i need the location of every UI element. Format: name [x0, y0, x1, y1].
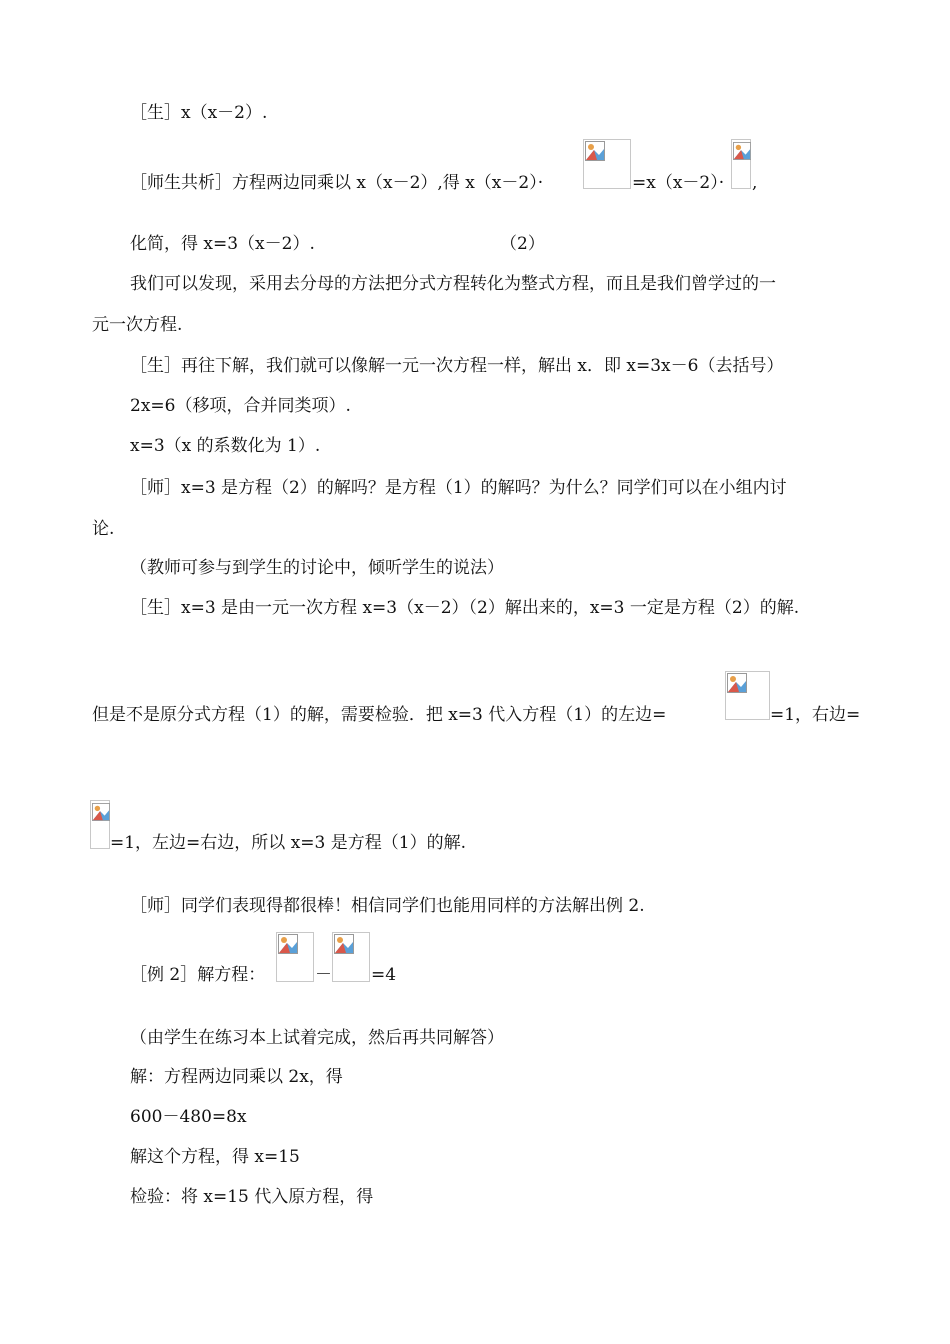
verification-text: =1，右边= — [770, 705, 861, 725]
dialogue-student-2: ［生］再往下解，我们就可以像解一元一次方程一样，解出 x．即 x=3x－6（去括号） — [130, 356, 784, 376]
teacher-note: （教师可参与到学生的讨论中，倾听学生的说法） — [130, 558, 504, 578]
formula-image — [332, 932, 370, 982]
example-2-label: ［例 2］解方程： — [130, 965, 266, 985]
paragraph-text: 元一次方程. — [92, 315, 183, 335]
dialogue-student-1: ［生］x（x－2）. — [130, 103, 268, 123]
dialogue-teacher-2: ［师］同学们表现得都很棒！相信同学们也能用同样的方法解出例 2. — [130, 896, 645, 916]
formula-image — [276, 932, 314, 982]
verification-text: 但是不是原分式方程（1）的解，需要检验．把 x=3 代入方程（1）的左边= — [92, 705, 667, 725]
equals-four: =4 — [371, 965, 397, 985]
solution-line: 检验：将 x=15 代入原方程，得 — [130, 1187, 374, 1207]
teacher-student-analysis: ［师生共析］方程两边同乘以 x（x－2）,得 x（x－2）· — [130, 173, 544, 193]
equation-number: （2） — [500, 234, 545, 254]
dialogue-teacher-1: ［师］x=3 是方程（2）的解吗？是方程（1）的解吗？为什么？同学们可以在小组内讨 — [130, 478, 787, 498]
formula-image — [90, 800, 110, 849]
minus-sign: － — [315, 965, 332, 985]
paragraph-text: 论. — [92, 519, 115, 539]
formula-image — [725, 671, 770, 720]
paragraph-text: 我们可以发现，采用去分母的方法把分式方程转化为整式方程，而且是我们曾学过的一 — [130, 274, 776, 294]
solution-line: 600－480=8x — [130, 1107, 247, 1127]
simplify-line: 化简，得 x=3（x－2）. — [130, 234, 315, 254]
comma: , — [752, 173, 758, 193]
step-line: 2x=6（移项，合并同类项）. — [130, 396, 351, 416]
formula-image — [583, 139, 631, 189]
solution-line: 解这个方程，得 x=15 — [130, 1147, 300, 1167]
dialogue-student-3: ［生］x=3 是由一元一次方程 x=3（x－2）（2）解出来的，x=3 一定是方程（2）的解. — [130, 598, 800, 618]
step-line: x=3（x 的系数化为 1）. — [130, 436, 321, 456]
student-note: （由学生在练习本上试着完成，然后再共同解答） — [130, 1028, 504, 1048]
equation-equals: =x（x－2）· — [632, 173, 725, 193]
solution-line: 解：方程两边同乘以 2x，得 — [130, 1067, 343, 1087]
formula-image — [731, 139, 751, 189]
verification-text: =1，左边=右边，所以 x=3 是方程（1）的解. — [110, 833, 466, 853]
